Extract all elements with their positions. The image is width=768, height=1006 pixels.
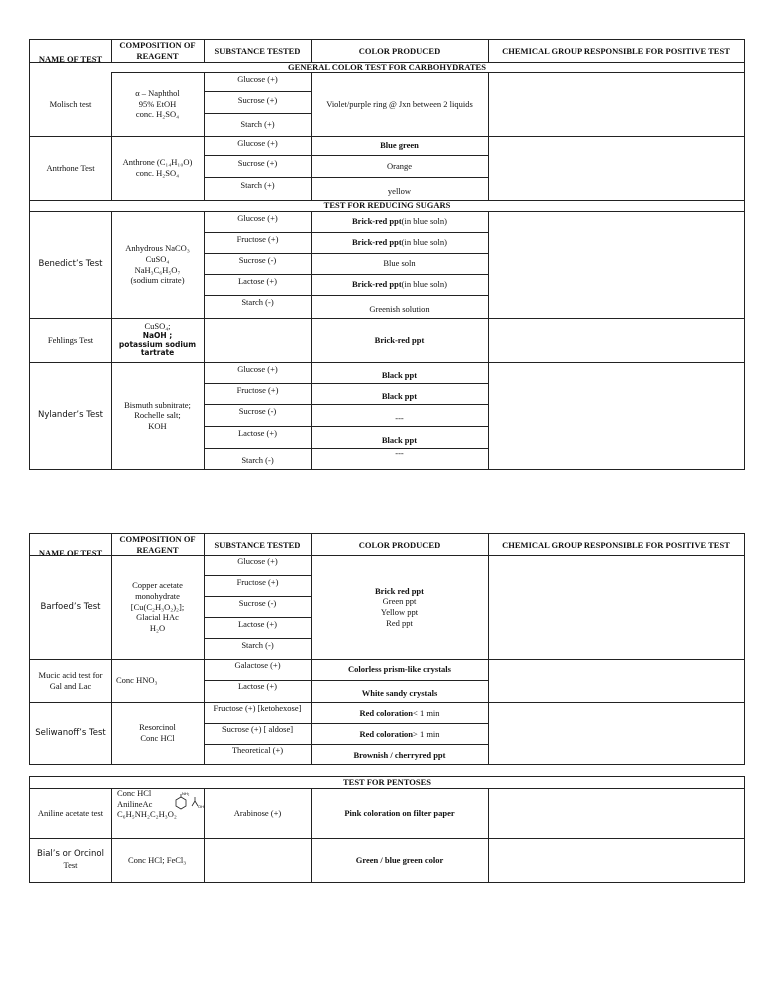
molisch-reagent: α – Naphthol 95% EtOH conc. H₂SO₄ <box>135 88 180 120</box>
barfoed-colors: Brick red ppt Green ppt Yellow ppt Red ppt <box>375 585 424 628</box>
anthrone-reagent: Anthrone (C₁₄H₁₀O) conc. H₂SO₄ <box>122 157 193 178</box>
structure-label-nh2: NH₂ <box>182 791 190 796</box>
barfoed-substance: Fructose (+) <box>236 576 279 587</box>
benedict-color: Brick-red ppt (in blue soln) <box>352 237 447 248</box>
seliwanoff-color: Brownish / cherryred ppt <box>353 749 446 760</box>
anthrone-substance: Sucrose (+) <box>237 157 278 168</box>
benedict-color: Brick-red ppt (in blue soln) <box>352 279 447 290</box>
seliwanoff-name: Seliwanoff’s Test <box>35 727 106 738</box>
header-group: CHEMICAL GROUP RESPONSIBLE FOR POSITIVE TEST <box>502 45 730 56</box>
carbohydrate-test-table-2 <box>29 533 745 765</box>
nylander-name: Nylander’s Test <box>37 410 104 421</box>
nylander-reagent: Bismuth subnitrate; Rochelle salt; KOH <box>124 399 191 431</box>
benedict-color: Brick-red ppt (in blue soln) <box>352 216 447 227</box>
benedict-name: Benedict’s Test <box>38 259 103 270</box>
header-composition: COMPOSITION OF REAGENT <box>119 534 196 555</box>
aniline-name: Aniline acetate test <box>37 807 104 818</box>
benedict-substance: Starch (-) <box>241 296 274 307</box>
header-substance: SUBSTANCE TESTED <box>214 539 301 550</box>
nylander-color: --- <box>395 412 404 423</box>
seliwanoff-substance: Sucrose (+) [ aldose] <box>221 723 294 734</box>
seliwanoff-reagent: Resorcinol Conc HCl <box>139 722 176 743</box>
benedict-substance: Glucose (+) <box>237 212 278 223</box>
header-color: COLOR PRODUCED <box>358 45 441 56</box>
nylander-substance: Glucose (+) <box>237 363 278 374</box>
benedict-substance: Sucrose (-) <box>238 254 277 265</box>
nylander-substance: Starch (-) <box>241 455 274 466</box>
anthrone-substance: Glucose (+) <box>237 137 278 148</box>
molisch-color: Violet/purple ring @ Jxn between 2 liquids <box>326 98 473 109</box>
mucic-substance: Lactose (+) <box>237 680 277 691</box>
seliwanoff-color: Red coloration < 1 min <box>359 708 440 719</box>
nylander-substance: Lactose (+) <box>237 427 277 438</box>
nylander-color: Black ppt <box>381 434 418 445</box>
header-name: NAME OF TEST <box>38 547 103 558</box>
anthrone-color: yellow <box>387 186 412 197</box>
fehlings-reagent: CuSO₄; NaOH ; potassium sodium tartrate <box>118 321 197 358</box>
nylander-substance: Sucrose (-) <box>238 405 277 416</box>
header-substance: SUBSTANCE TESTED <box>214 45 301 56</box>
carbohydrate-test-table-1 <box>29 39 745 470</box>
barfoed-substance: Starch (-) <box>241 639 274 650</box>
aniline-structure-icon <box>170 791 204 819</box>
mucic-substance: Galactose (+) <box>234 659 281 670</box>
structure-label-oh: OH <box>198 804 204 809</box>
seliwanoff-substance: Fructose (+) [ketohexose] <box>213 702 302 713</box>
header-color: COLOR PRODUCED <box>358 539 441 550</box>
nylander-color: --- <box>395 447 404 458</box>
benedict-reagent: Anhydrous NaCO₃ CuSO₄ NaH₃C₆H₅O₇ (sodium citrate) <box>125 243 190 286</box>
barfoed-substance: Sucrose (-) <box>238 597 277 608</box>
barfoed-reagent: Copper acetate monohydrate [Cu(C₂H₃O₂)₂]; Glacial HAc H₂O <box>130 580 185 633</box>
header-composition: COMPOSITION OF REAGENT <box>119 40 196 61</box>
fehlings-name: Fehlings Test <box>47 334 94 345</box>
nylander-substance: Fructose (+) <box>236 384 279 395</box>
section-pentoses: TEST FOR PENTOSES <box>342 777 432 787</box>
barfoed-name: Barfoed’s Test <box>40 601 101 612</box>
aniline-color: Pink coloration on filter paper <box>344 807 455 818</box>
mucic-color: Colorless prism-like crystals <box>348 664 451 675</box>
pentose-test-table <box>29 776 745 883</box>
seliwanoff-color: Red coloration > 1 min <box>359 729 440 740</box>
anthrone-color: Blue green <box>380 140 419 151</box>
bial-reagent: Conc HCl; FeCl₃ <box>128 854 187 865</box>
section-reducing: TEST FOR REDUCING SUGARS <box>323 200 451 210</box>
molisch-name: Molisch test <box>49 98 92 109</box>
header-group: CHEMICAL GROUP RESPONSIBLE FOR POSITIVE TEST <box>502 539 730 550</box>
aniline-reagent: Conc HCl AnilineAc C₆H₅NH₂C₂H₃O₂ <box>117 788 177 820</box>
barfoed-substance: Glucose (+) <box>237 555 278 566</box>
mucic-color: White sandy crystals <box>361 687 438 698</box>
anthrone-substance: Starch (+) <box>240 179 275 190</box>
mucic-reagent: Conc HNO₃ <box>116 675 158 686</box>
molisch-substance: Starch (+) <box>240 119 275 130</box>
molisch-substance: Sucrose (+) <box>237 94 278 105</box>
section-general: GENERAL COLOR TEST FOR CARBOHYDRATES <box>288 62 486 72</box>
benedict-color: Blue soln <box>383 258 416 269</box>
bial-name: Bial’s or Orcinol Test <box>37 849 104 870</box>
seliwanoff-substance: Theoretical (+) <box>231 744 284 755</box>
anthrone-name: Antrhone Test <box>46 162 95 173</box>
molisch-substance: Glucose (+) <box>237 73 278 84</box>
anthrone-color: Orange <box>386 160 412 171</box>
benedict-substance: Lactose (+) <box>237 275 277 286</box>
header-name: NAME OF TEST <box>38 53 103 64</box>
fehlings-color: Brick-red ppt <box>374 334 425 345</box>
nylander-color: Black ppt <box>381 370 418 381</box>
barfoed-substance: Lactose (+) <box>237 618 277 629</box>
benedict-color: Greenish solution <box>369 304 430 315</box>
bial-color: Green / blue green color <box>355 854 444 865</box>
benedict-substance: Fructose (+) <box>236 233 279 244</box>
mucic-name: Mucic acid test for Gal and Lac <box>38 669 103 691</box>
aniline-substance: Arabinose (+) <box>233 807 282 818</box>
nylander-color: Black ppt <box>381 391 418 402</box>
